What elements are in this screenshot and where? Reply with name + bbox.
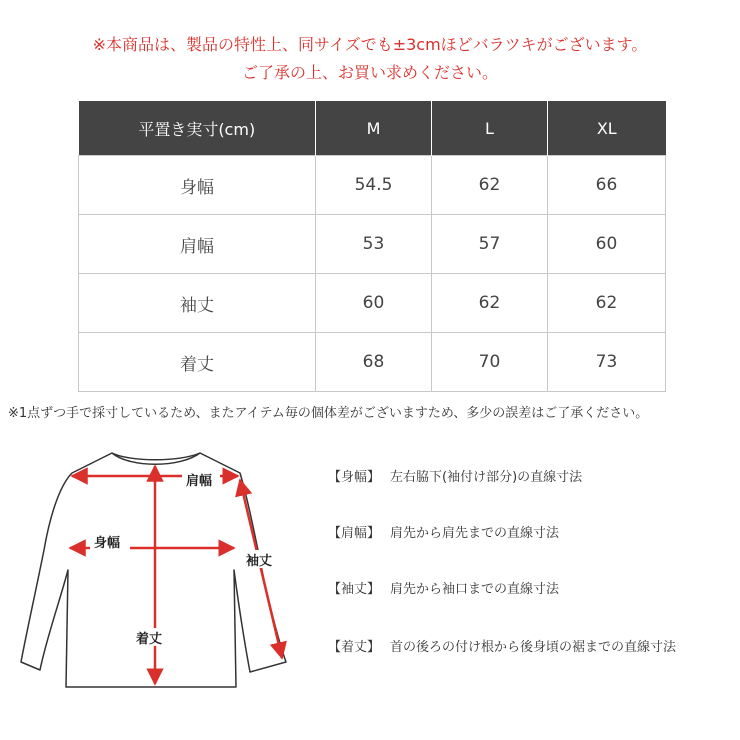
table-cell: 60 [548, 215, 666, 274]
header-cell-l: L [432, 101, 548, 156]
table-cell: 60 [316, 274, 432, 333]
table-row [79, 274, 666, 333]
table-cell: 62 [432, 156, 548, 215]
legend-item-shoulder [328, 522, 559, 541]
legend-key: 【身幅】 [328, 470, 381, 485]
table-cell: 70 [432, 333, 548, 392]
header-cell-xl: XL [548, 101, 666, 156]
header-cell-m: M [316, 101, 432, 156]
label-shoulder: 肩幅 [186, 474, 213, 489]
table-header-row [79, 101, 666, 156]
legend-item-chest [328, 466, 582, 485]
legend-text: 肩先から袖口までの直線寸法 [390, 582, 560, 597]
shirt-outline [21, 453, 286, 687]
header-cell-label: 平置き実寸(cm) [79, 101, 316, 156]
table-cell: 62 [432, 274, 548, 333]
notice-line-2: ご了承の上、お買い求めください。 [241, 63, 498, 82]
table-row [79, 333, 666, 392]
table-cell: 57 [432, 215, 548, 274]
table-cell: 54.5 [316, 156, 432, 215]
table-cell: 53 [316, 215, 432, 274]
legend-text: 左右脇下(袖付け部分)の直線寸法 [390, 470, 583, 485]
row-label: 着丈 [79, 333, 316, 392]
label-sleeve: 袖丈 [246, 554, 273, 569]
table-cell: 66 [548, 156, 666, 215]
legend-key: 【肩幅】 [328, 526, 381, 541]
label-length: 着丈 [136, 632, 163, 647]
table-cell: 73 [548, 333, 666, 392]
table-cell: 68 [316, 333, 432, 392]
table-row [79, 156, 666, 215]
label-chest: 身幅 [94, 536, 121, 551]
legend-key: 【着丈】 [328, 640, 381, 655]
size-table [78, 101, 666, 392]
row-label: 袖丈 [79, 274, 316, 333]
legend-text: 肩先から肩先までの直線寸法 [390, 526, 560, 541]
row-label: 肩幅 [79, 215, 316, 274]
notice-line-1: ※本商品は、製品の特性上、同サイズでも±3cmほどバラツキがございます。 [92, 35, 648, 54]
footnote: ※1点ずつ手で採寸しているため、またアイテム毎の個体差がございますため、多少の誤差はご了承ください。 [8, 406, 649, 421]
table-cell: 62 [548, 274, 666, 333]
shirt-diagram [20, 440, 320, 730]
table-row [79, 215, 666, 274]
legend-item-length [328, 636, 676, 655]
legend-text: 首の後ろの付け根から後身頃の裾までの直線寸法 [390, 640, 677, 655]
legend-key: 【袖丈】 [328, 582, 381, 597]
row-label: 身幅 [79, 156, 316, 215]
legend-item-sleeve [328, 578, 559, 597]
